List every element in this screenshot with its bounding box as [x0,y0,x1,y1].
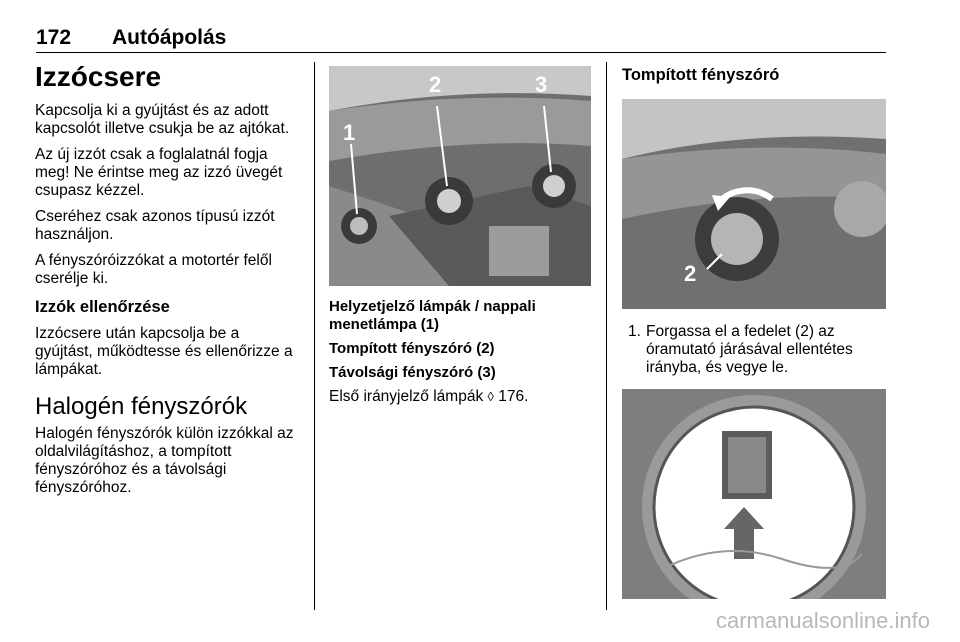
cover-rotate-photo [622,99,886,309]
callout-2-right: 2 [684,261,697,286]
headlight-rear-photo [329,66,591,286]
paragraph-5: Izzócsere után kapcsolja be a gyújtást, működtesse és ellenőrizze a lámpákat. [35,325,293,378]
bulb-connector-illustration [622,389,886,599]
caption-low-beam: Tompított fényszóró (2) [329,340,495,357]
reference-text: Első irányjelző lámpák [329,388,484,405]
step-number: 1. [628,323,641,340]
heading-halogen: Halogén fényszórók [35,393,248,420]
column-left [35,56,300,505]
paragraph-4: A fényszóróizzókat a motortér felől cserélje ki. [35,252,272,287]
column-middle [329,56,591,414]
page-title: Izzócsere [35,61,162,92]
page-header [36,26,886,53]
column-right [622,56,886,599]
headlight-rear-illustration [329,66,591,286]
column-divider-1 [314,62,315,610]
reference-line [329,388,591,406]
callout-2: 2 [429,72,442,97]
section-title: Autóápolás [112,26,227,49]
low-beam-heading: Tompított fényszóró [622,66,780,84]
callout-3: 3 [535,72,548,97]
subheading-check: Izzók ellenőrzése [35,298,170,316]
caption-position-lamp: Helyzetjelző lámpák / nappali menetlámpa (1) [329,298,536,333]
page-number: 172 [36,26,72,49]
reference-page-link[interactable]: 176. [498,388,529,405]
step-text: Forgassa el a fedelet (2) az óramutató járásával ellentétes irányba, és vegye le. [646,323,853,376]
paragraph-3: Cseréhez csak azonos típusú izzót használjon. [35,208,275,243]
paragraph-2: Az új izzót csak a foglalatnál fogja meg! Ne érintse meg az izzó üvegét csupasz kézzel. [35,146,283,199]
watermark: carmanualsonline.info [715,608,930,633]
paragraph-1: Kapcsolja ki a gyújtást és az adott kapcsolót illetve csukja be az ajtókat. [35,102,290,137]
bulb-connector-photo [622,389,886,599]
caption-high-beam: Távolsági fényszóró (3) [329,364,496,381]
step-1 [622,323,886,377]
callout-1: 1 [343,120,356,145]
reference-arrow-icon: ◊ [487,389,494,404]
paragraph-6: Halogén fényszórók külön izzókkal az oldalvilágításhoz, a tompított fényszóróhoz és a távolsági fényszóróhoz. [35,425,294,496]
cover-rotate-illustration [622,99,886,309]
column-divider-2 [606,62,607,610]
